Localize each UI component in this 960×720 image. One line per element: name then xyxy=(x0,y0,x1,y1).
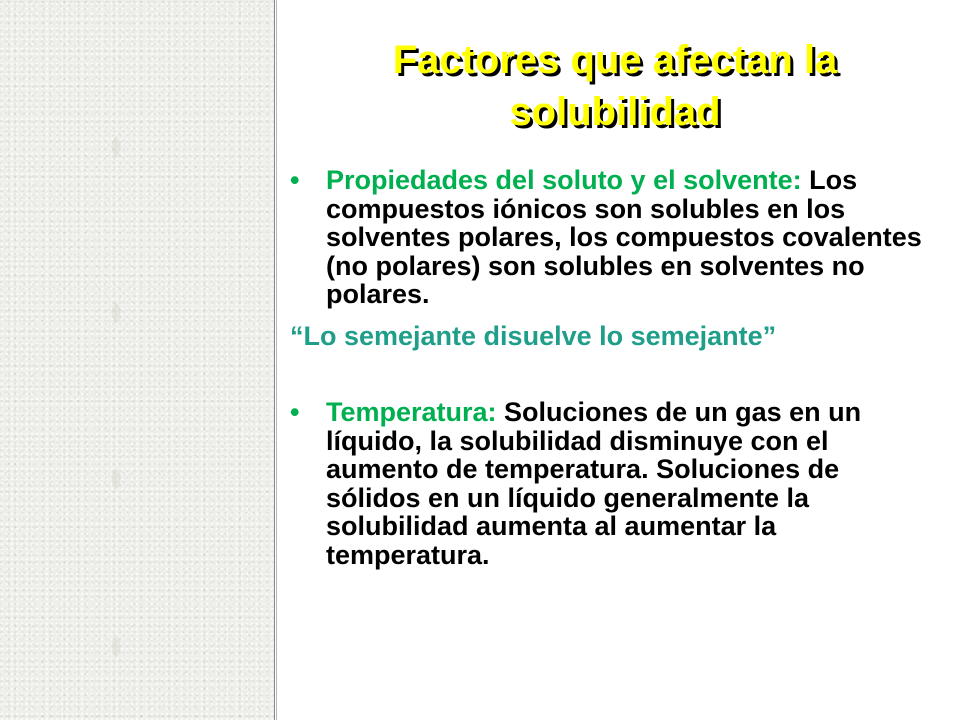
bullet-description: Los compuestos iónicos son solubles en los solventes polares, los compuestos covalentes (no polares) son solubles en solventes no polares. xyxy=(326,165,922,309)
faint-leaf-icon xyxy=(104,300,128,326)
faint-leaf-icon xyxy=(104,634,128,660)
bullet-temperature xyxy=(290,398,940,569)
bullet-description: Soluciones de un gas en un líquido, la solubilidad disminuye con el aumento de temperatura. Soluciones de sólidos en un líquido generalmente la solubilidad aumenta al aumentar la temperatura. xyxy=(326,397,862,570)
panel-divider xyxy=(274,0,277,720)
faint-leaf-icon xyxy=(104,134,128,160)
quote-line: “Lo semejante disuelve lo semejante” xyxy=(290,320,777,351)
texture-side-panel xyxy=(0,0,274,720)
bullet-marker: • xyxy=(290,165,300,195)
bullet-solute-solvent-properties xyxy=(290,166,940,309)
slide-title: Factores que afectan la solubilidad xyxy=(392,38,838,134)
faint-leaf-icon xyxy=(104,466,128,492)
bullet-lead-label: Propiedades del soluto y el solvente: xyxy=(326,165,802,195)
bullet-lead-label: Temperatura: xyxy=(326,397,497,427)
slide-body xyxy=(290,166,940,569)
bullet-marker: • xyxy=(290,397,300,427)
